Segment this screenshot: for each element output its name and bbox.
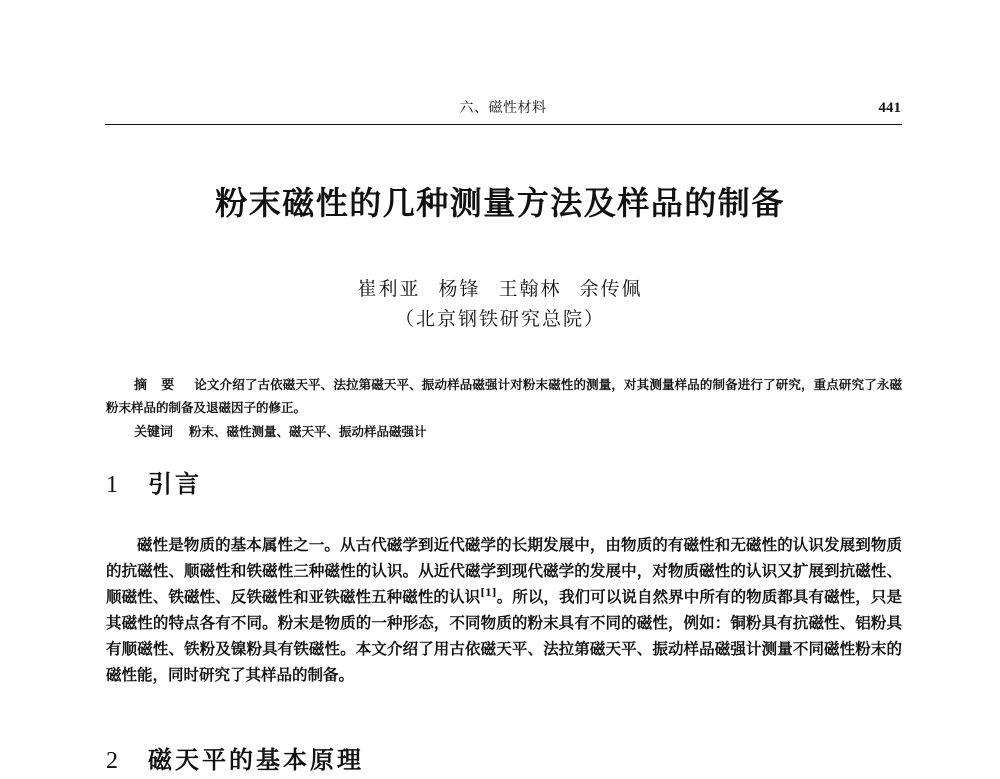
abstract-text: 论文介绍了古依磁天平、法拉第磁天平、振动样品磁强计对粉末磁性的测量，对其测量样品的制备进行了研究，重点研究了永磁粉末样品的制备及退磁因子的修正。 [106, 377, 902, 415]
header-rule [105, 124, 902, 125]
abstract-label: 摘要 [134, 378, 189, 393]
page-number: 441 [878, 100, 901, 116]
author-list: 崔利亚 杨锋 王翰林 余传佩 [357, 278, 643, 300]
keywords-label: 关键词 [134, 425, 174, 440]
section-heading-balance-principle [106, 742, 364, 779]
abstract [106, 374, 902, 419]
keywords-text: 粉末、磁性测量、磁天平、振动样品磁强计 [189, 424, 427, 439]
introduction-paragraph [106, 532, 902, 688]
running-head [105, 98, 901, 122]
section-number: 1 [106, 472, 118, 498]
section-title: 引言 [148, 470, 202, 498]
section-heading-introduction [106, 466, 202, 503]
keywords [134, 421, 894, 444]
citation-reference: [1] [480, 587, 497, 599]
paragraph-text-part1: 磁性是物质的基本属性之一。从古代磁学到近代磁学的长期发展中，由物质的有磁性和无磁性的认识发展到物质的抗磁性、顺磁性和铁磁性三种磁性的认识。从近代磁学到现代磁学的发展中，对物质磁性的认识又扩展到抗磁性、顺磁性、铁磁性、反铁磁性和亚铁磁性五种磁性的认识 [106, 535, 902, 606]
paragraph-text-part2: 。所以，我们可以说自然界中所有的物质都具有磁性，只是其磁性的特点各有不同。粉末是物质的一种形态，不同物质的粉末具有不同的磁性，例如：铜粉具有抗磁性、铝粉具有顺磁性、铁粉及镍粉具有铁磁性。本文介绍了用古依磁天平、法拉第磁天平、振动样品磁强计测量不同磁性粉末的磁性能，同时研究了其样品的制备。 [106, 587, 902, 684]
section-number: 2 [106, 748, 118, 774]
running-head-section: 六、磁性材料 [459, 100, 547, 116]
author-affiliation: （北京钢铁研究总院） [394, 308, 605, 330]
paper-title: 粉末磁性的几种测量方法及样品的制备 [215, 184, 785, 222]
section-title: 磁天平的基本原理 [148, 746, 364, 774]
